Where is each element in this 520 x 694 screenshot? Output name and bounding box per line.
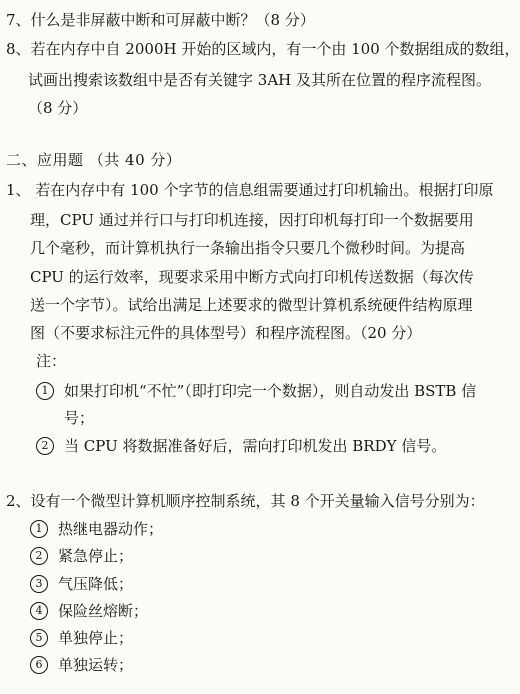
input-item-text: 单独运转； bbox=[58, 656, 134, 674]
circled-number: 2 bbox=[30, 547, 48, 565]
circled-number: 1 bbox=[36, 382, 54, 400]
circled-number: 3 bbox=[30, 575, 48, 593]
note-1-line-1 bbox=[36, 381, 476, 401]
problem-1-line-6: 图（不要求标注元件的具体型号）和程序流程图。（20 分） bbox=[30, 324, 422, 342]
circled-number: 2 bbox=[36, 437, 54, 455]
problem-1-line-5: 送一个字节）。试给出满足上述要求的微型计算机系统硬件结构原理 bbox=[30, 296, 473, 314]
input-item-text: 热继电器动作； bbox=[58, 520, 164, 538]
note-label: 注： bbox=[36, 352, 67, 370]
input-item-1 bbox=[30, 519, 163, 539]
circled-number: 6 bbox=[30, 656, 48, 674]
problem-1-line-2: 理，CPU 通过并行口与打印机连接，因打印机每打印一个数据要用 bbox=[30, 211, 474, 229]
section-title: 二、应用题 （共 40 分） bbox=[6, 151, 182, 169]
problem-1-line-1: 1、 若在内存中有 100 个字节的信息组需要通过打印机输出。根据打印原 bbox=[6, 181, 494, 199]
question-7: 7、什么是非屏蔽中断和可屏蔽中断？（8 分） bbox=[6, 11, 315, 29]
problem-2-intro: 2、设有一个微型计算机顺序控制系统，其 8 个开关量输入信号分别为： bbox=[6, 492, 485, 510]
input-item-2 bbox=[30, 546, 133, 566]
input-item-3 bbox=[30, 574, 133, 594]
question-8-line-1: 8、若在内存中自 2000H 开始的区域内，有一个由 100 个数据组成的数组， bbox=[6, 40, 520, 58]
question-8-line-3: （8 分） bbox=[28, 99, 88, 117]
circled-number: 5 bbox=[30, 629, 48, 647]
input-item-5 bbox=[30, 628, 133, 648]
circled-number: 1 bbox=[30, 520, 48, 538]
problem-1-line-3: 几个毫秒，而计算机执行一条输出指令只要几个微秒时间。为提高 bbox=[30, 239, 466, 257]
input-item-6 bbox=[30, 655, 133, 675]
input-item-text: 单独停止； bbox=[58, 629, 134, 647]
note-2 bbox=[36, 436, 446, 456]
input-item-4 bbox=[30, 601, 148, 621]
note-2-text: 当 CPU 将数据准备好后，需向打印机发出 BRDY 信号。 bbox=[64, 437, 447, 455]
note-1-line-2: 号； bbox=[64, 409, 95, 427]
input-item-text: 气压降低； bbox=[58, 575, 134, 593]
circled-number: 4 bbox=[30, 602, 48, 620]
problem-1-line-4: CPU 的运行效率，现要求采用中断方式向打印机传送数据（每次传 bbox=[30, 268, 474, 286]
note-1-text: 如果打印机“不忙”（即打印完一个数据），则自动发出 BSTB 信 bbox=[64, 382, 477, 400]
input-item-text: 保险丝熔断； bbox=[58, 602, 149, 620]
input-item-text: 紧急停止； bbox=[58, 547, 134, 565]
question-8-line-2: 试画出搜索该数组中是否有关键字 3AH 及其所在位置的程序流程图。 bbox=[28, 71, 491, 89]
